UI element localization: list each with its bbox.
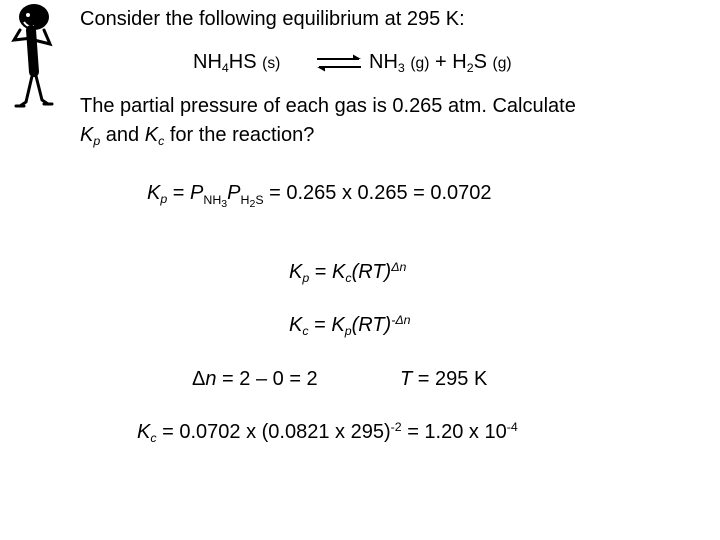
reaction-reactant: $NH_4HS$ (s): [193, 51, 281, 76]
kp-calculation: $K_p = P_{NH_3}P_{H_2S} = 0.265$ x 0.265 = 0.0702: [147, 182, 492, 211]
kc-kp-relation: $K_c = K_p(RT)^{-\Delta n}$: [289, 313, 411, 339]
equilibrium-arrows-icon: [315, 53, 363, 73]
intro-line: Consider the following equilibrium at 295 K:: [80, 8, 465, 30]
reaction-products: $NH_3$ $(g) + H_2S$ (g): [369, 51, 512, 76]
question-line-1: The partial pressure of each gas is 0.265 atm. Calculate: [80, 95, 576, 117]
kp-kc-relation: $K_p = K_c(RT)^{\Delta n}$: [289, 260, 407, 286]
thinking-figure-icon: [4, 2, 64, 114]
temperature-value: T = 295 K: [400, 368, 488, 390]
question-line-2: $K_p$ and $K_c$ for the reaction?: [80, 124, 315, 149]
delta-n-value: Δn = 2 – 0 = 2: [192, 368, 318, 390]
kc-calculation: $K_c = 0.0702$ x (0.0821 x 295)$^{-2}$ = 1.20 x $10^{-4}$: [137, 420, 518, 446]
